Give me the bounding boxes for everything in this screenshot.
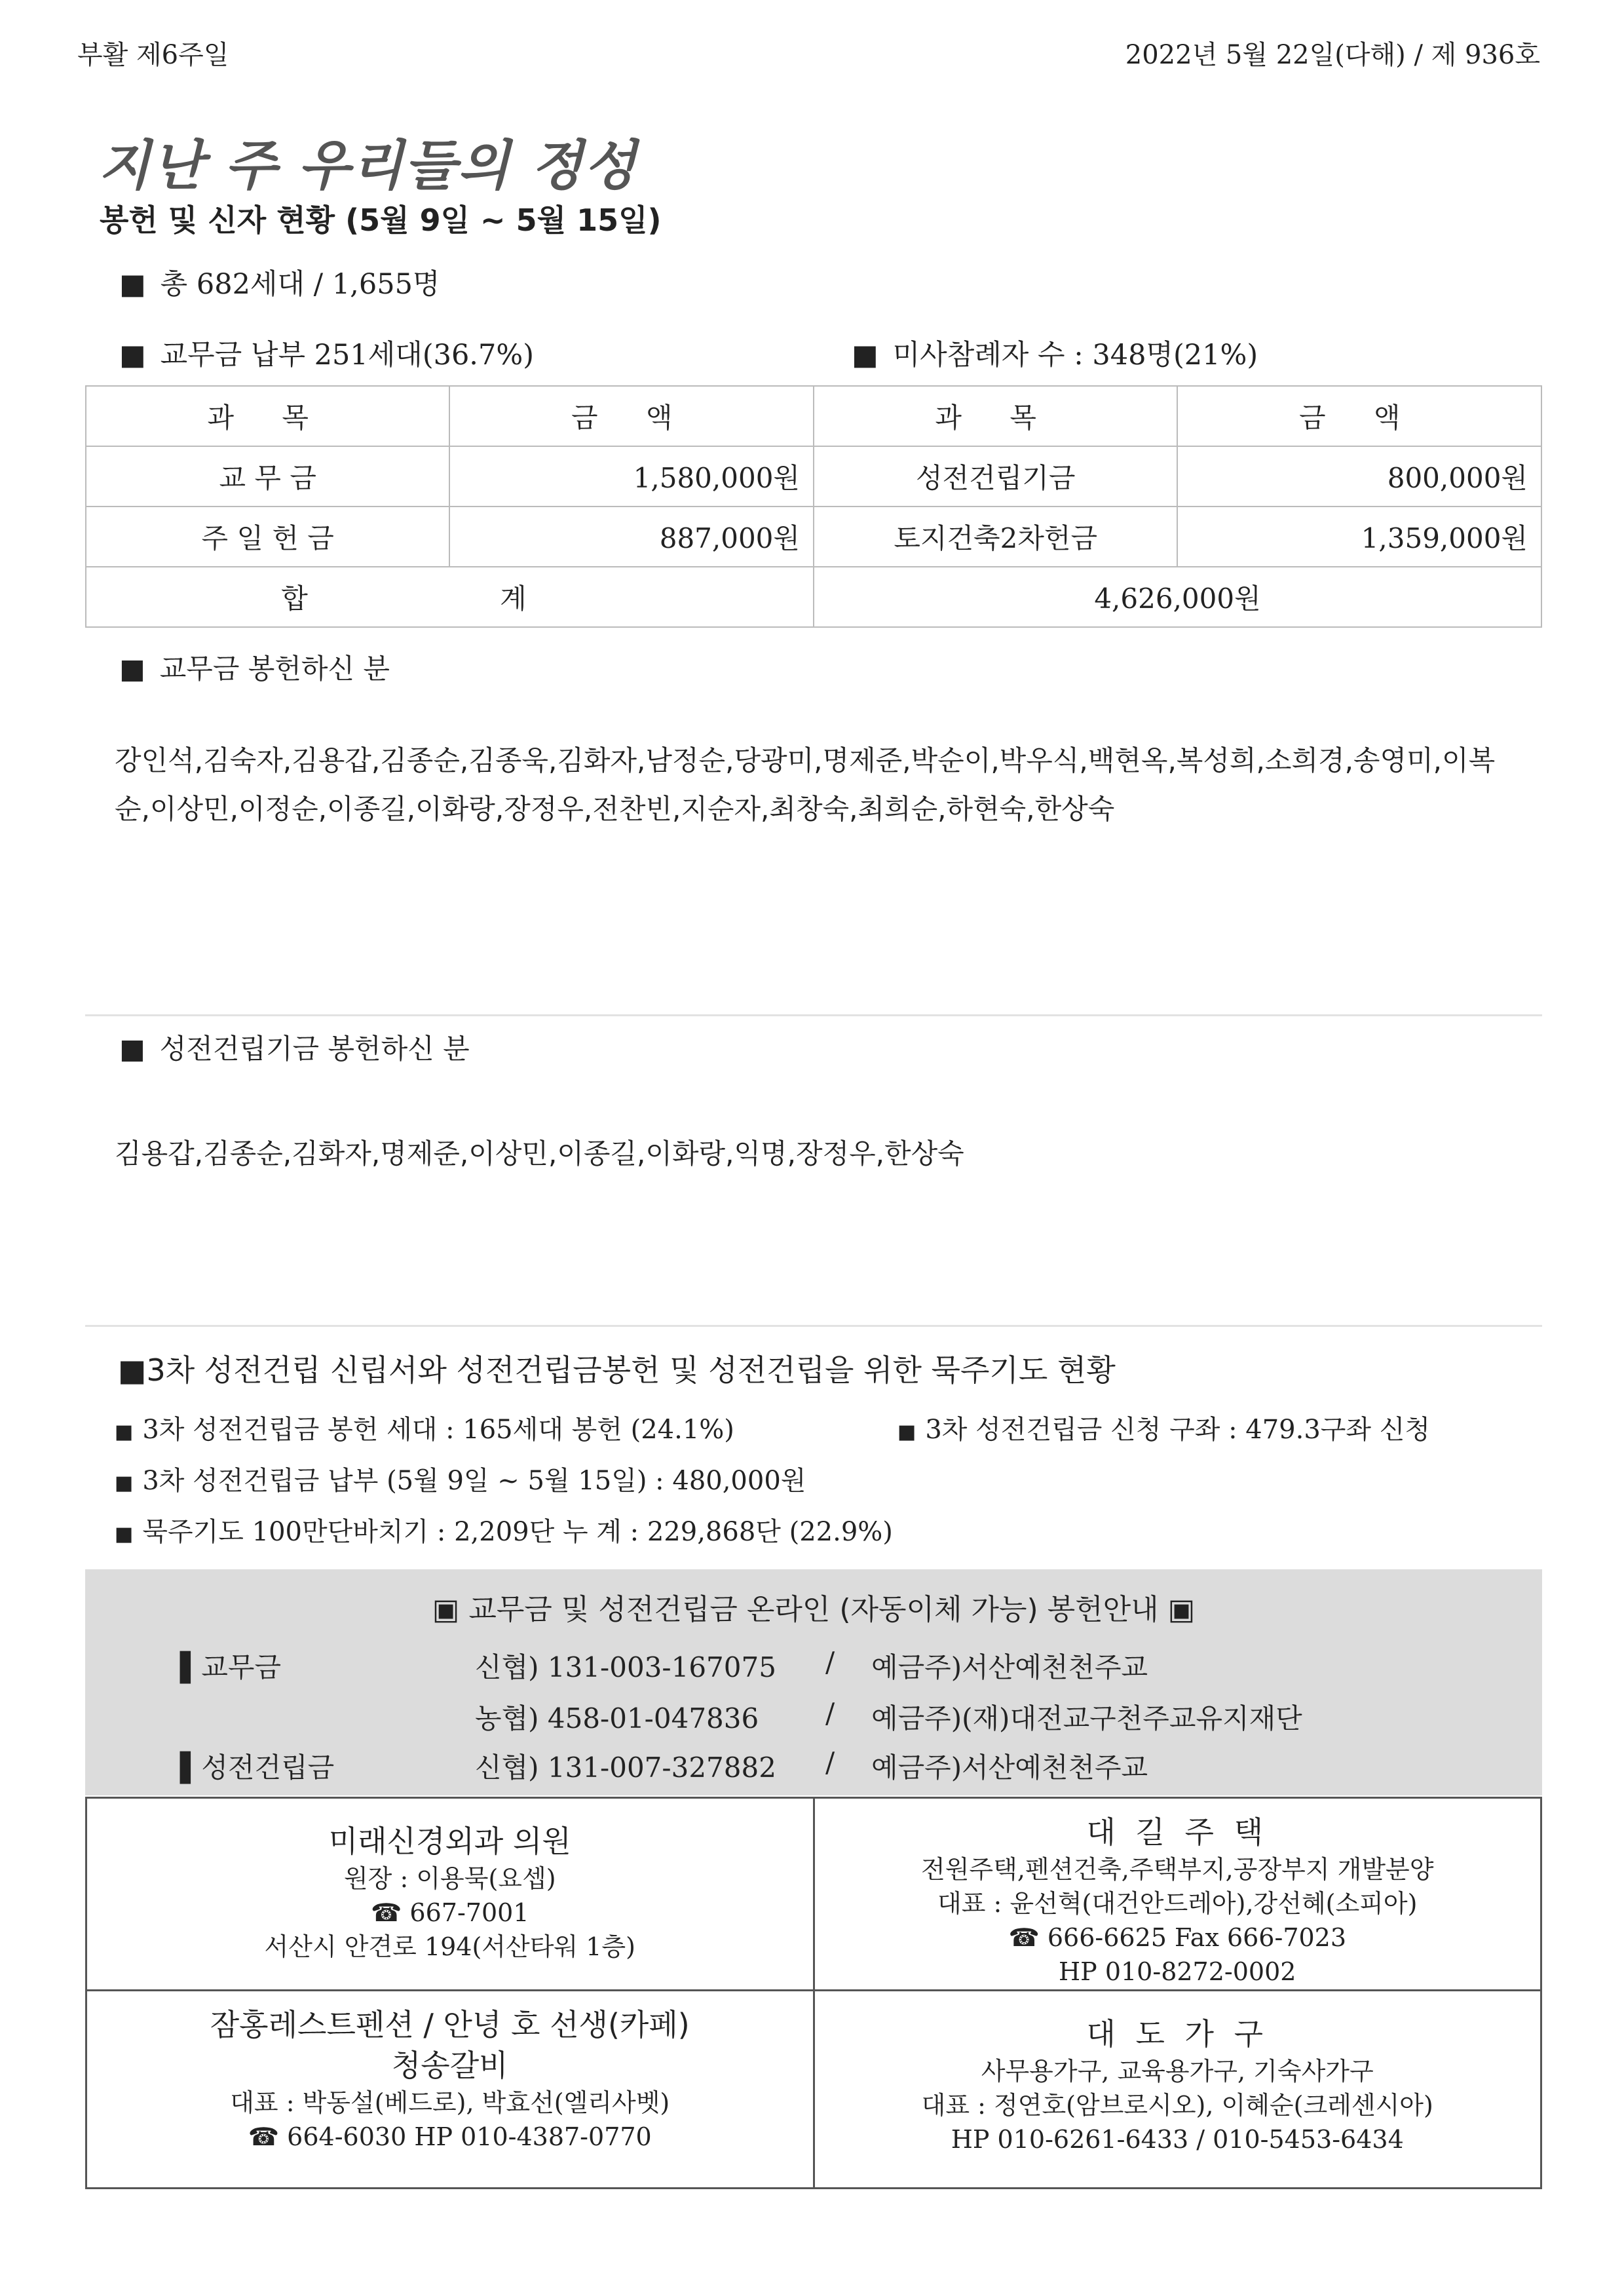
dues-donors-list: 강인석,김숙자,김용갑,김종순,김종욱,김화자,남정순,당광미,명제준,박순이,박우식,백현옥,복성희,소희경,송영미,이복순,이상민,이정순,이종길,이화랑,장정우,전찬빈,지순자,최창숙,최희순,하현숙,한상숙 xyxy=(115,744,1496,825)
stat-mass xyxy=(852,333,1258,373)
square-bullet-icon: ■ xyxy=(119,268,146,301)
cell-item: 토지건축2차헌금 xyxy=(814,507,1177,567)
cell-item: 교 무 금 xyxy=(86,446,449,507)
cell-amount: 800,000원 xyxy=(1177,446,1541,507)
account-number: 농협) 458-01-047836 xyxy=(475,1702,759,1734)
ad-line: 대표 : 정연호(암브로시오), 이혜순(크레센시아) xyxy=(921,2091,1433,2120)
section3-heading xyxy=(118,1347,1116,1390)
account-label-dues: ▌교무금 xyxy=(180,1651,282,1683)
account-number: 신협) 131-007-327882 xyxy=(475,1751,776,1784)
table-row xyxy=(86,386,1541,446)
bar-bullet-icon: ▌ xyxy=(180,1651,202,1683)
square-bullet-icon: ■ xyxy=(115,1472,134,1495)
offering-table xyxy=(85,385,1542,628)
cell-item: 주 일 헌 금 xyxy=(86,507,449,567)
issue-week: 부활 제6주일 xyxy=(77,40,229,70)
account-holder: 예금주)서산예천천주교 xyxy=(871,1751,1148,1784)
ad-phone: ☎ 664-6030 HP 010-4387-0770 xyxy=(248,2122,652,2151)
ad-line: 대표 : 박동설(베드로), 박효선(엘리사벳) xyxy=(230,2088,670,2117)
account-label-building: ▌성전건립금 xyxy=(180,1751,335,1784)
stat-total-text: 총 682세대 / 1,655명 xyxy=(160,268,440,301)
header-amount: 금 액 xyxy=(1177,386,1541,446)
ad-phone: HP 010-6261-6433 / 010-5453-6434 xyxy=(951,2125,1404,2154)
section3-line3: ■ 묵주기도 100만단바치기 : 2,209단 누 계 : 229,868단 (22.9%) xyxy=(115,1517,893,1547)
ad-phone: HP 010-8272-0002 xyxy=(1059,1957,1296,1986)
square-bullet-icon: ■ xyxy=(119,1033,145,1065)
dues-donors-heading-text: 교무금 봉헌하신 분 xyxy=(159,653,390,685)
ad-phone: ☎ 667-7001 xyxy=(371,1898,529,1927)
building-donors-heading xyxy=(119,1027,470,1067)
section3-line1b: ■ 3차 성전건립금 신청 구좌 : 479.3구좌 신청 xyxy=(897,1415,1431,1445)
ad-name: 대 길 주 택 xyxy=(1086,1814,1269,1850)
ad-name: 미래신경외과 의원 xyxy=(328,1824,571,1859)
cell-amount: 1,580,000원 xyxy=(449,446,814,507)
dues-donors-heading xyxy=(119,647,390,687)
stat-dues-text: 교무금 납부 251세대(36.7%) xyxy=(160,339,534,372)
page-subtitle: 봉헌 및 신자 현황 (5월 9일 ~ 5월 15일) xyxy=(100,202,662,238)
ad-pension xyxy=(86,1991,814,2189)
bar-bullet-icon: ▌ xyxy=(180,1751,202,1784)
divider xyxy=(85,1014,1542,1016)
account-separator: / xyxy=(825,1746,835,1778)
account-number: 신협) 131-003-167075 xyxy=(475,1651,776,1683)
stat-dues xyxy=(119,333,534,373)
ad-address: 서산시 안견로 194(서산타워 1층) xyxy=(264,1932,635,1961)
header-item: 과 목 xyxy=(86,386,449,446)
ad-line: 사무용가구, 교육용가구, 기숙사가구 xyxy=(981,2057,1374,2086)
table-row-total xyxy=(86,567,1541,627)
section3-line2: ■ 3차 성전건립금 납부 (5월 9일 ~ 5월 15일) : 480,000원 xyxy=(115,1466,806,1496)
issue-date: 2022년 5월 22일(다해) / 제 936호 xyxy=(1125,40,1540,70)
cell-amount: 887,000원 xyxy=(449,507,814,567)
square-bullet-icon: ■ xyxy=(852,339,878,372)
building-donors-list: 김용갑,김종순,김화자,명제준,이상민,이종길,이화랑,익명,장정우,한상숙 xyxy=(115,1138,964,1170)
ad-phone: ☎ 666-6625 Fax 666-7023 xyxy=(1008,1923,1347,1952)
total-value: 4,626,000원 xyxy=(814,567,1541,627)
online-giving-title: ▣ 교무금 및 성전건립금 온라인 (자동이체 가능) 봉헌안내 ▣ xyxy=(432,1593,1196,1626)
section3-heading-text: 3차 성전건립 신립서와 성전건립금봉헌 및 성전건립을 위한 묵주기도 현황 xyxy=(146,1352,1116,1388)
table-row xyxy=(86,507,1541,567)
building-donors-heading-text: 성전건립기금 봉헌하신 분 xyxy=(159,1033,470,1065)
header-amount: 금 액 xyxy=(449,386,814,446)
table-row xyxy=(86,1991,1541,2189)
square-bullet-icon: ■ xyxy=(119,653,145,685)
section3-line1a: ■ 3차 성전건립금 봉헌 세대 : 165세대 봉헌 (24.1%) xyxy=(115,1415,734,1445)
account-separator: / xyxy=(825,1697,835,1729)
ad-line: 대표 : 윤선혁(대건안드레아),강선혜(소피아) xyxy=(937,1889,1418,1918)
ad-name: 대 도 가 구 xyxy=(1086,2016,1269,2052)
ad-furniture xyxy=(814,1991,1541,2189)
cell-amount: 1,359,000원 xyxy=(1177,507,1541,567)
square-bullet-icon: ■ xyxy=(115,1523,134,1546)
header-item: 과 목 xyxy=(814,386,1177,446)
ad-name: 잠홍레스트펜션 / 안녕 호 선생(카페) xyxy=(210,2007,690,2042)
account-holder: 예금주)(재)대전교구천주교유지재단 xyxy=(871,1702,1302,1734)
square-bullet-icon: ■ xyxy=(119,339,146,372)
page-title: 지난 주 우리들의 정성 xyxy=(98,135,637,197)
account-holder: 예금주)서산예천천주교 xyxy=(871,1651,1148,1683)
square-bullet-icon: ■ xyxy=(897,1421,916,1444)
square-bullet-icon: ■ xyxy=(115,1421,134,1444)
account-separator: / xyxy=(825,1646,835,1678)
divider xyxy=(85,1325,1542,1327)
ad-name: 청송갈비 xyxy=(391,2048,508,2083)
cell-item: 성전건립기금 xyxy=(814,446,1177,507)
total-label: 합 계 xyxy=(86,567,814,627)
ad-line: 원장 : 이용묵(요셉) xyxy=(343,1864,556,1893)
stat-mass-text: 미사참례자 수 : 348명(21%) xyxy=(892,339,1258,372)
ad-clinic xyxy=(86,1798,814,1991)
ads-table xyxy=(85,1797,1542,2189)
stat-total xyxy=(119,262,440,302)
ad-housing xyxy=(814,1798,1541,1991)
square-bullet-icon: ■ xyxy=(118,1352,147,1388)
ad-line: 전원주택,펜션건축,주택부지,공장부지 개발분양 xyxy=(921,1855,1434,1884)
table-row xyxy=(86,446,1541,507)
table-row xyxy=(86,1798,1541,1991)
